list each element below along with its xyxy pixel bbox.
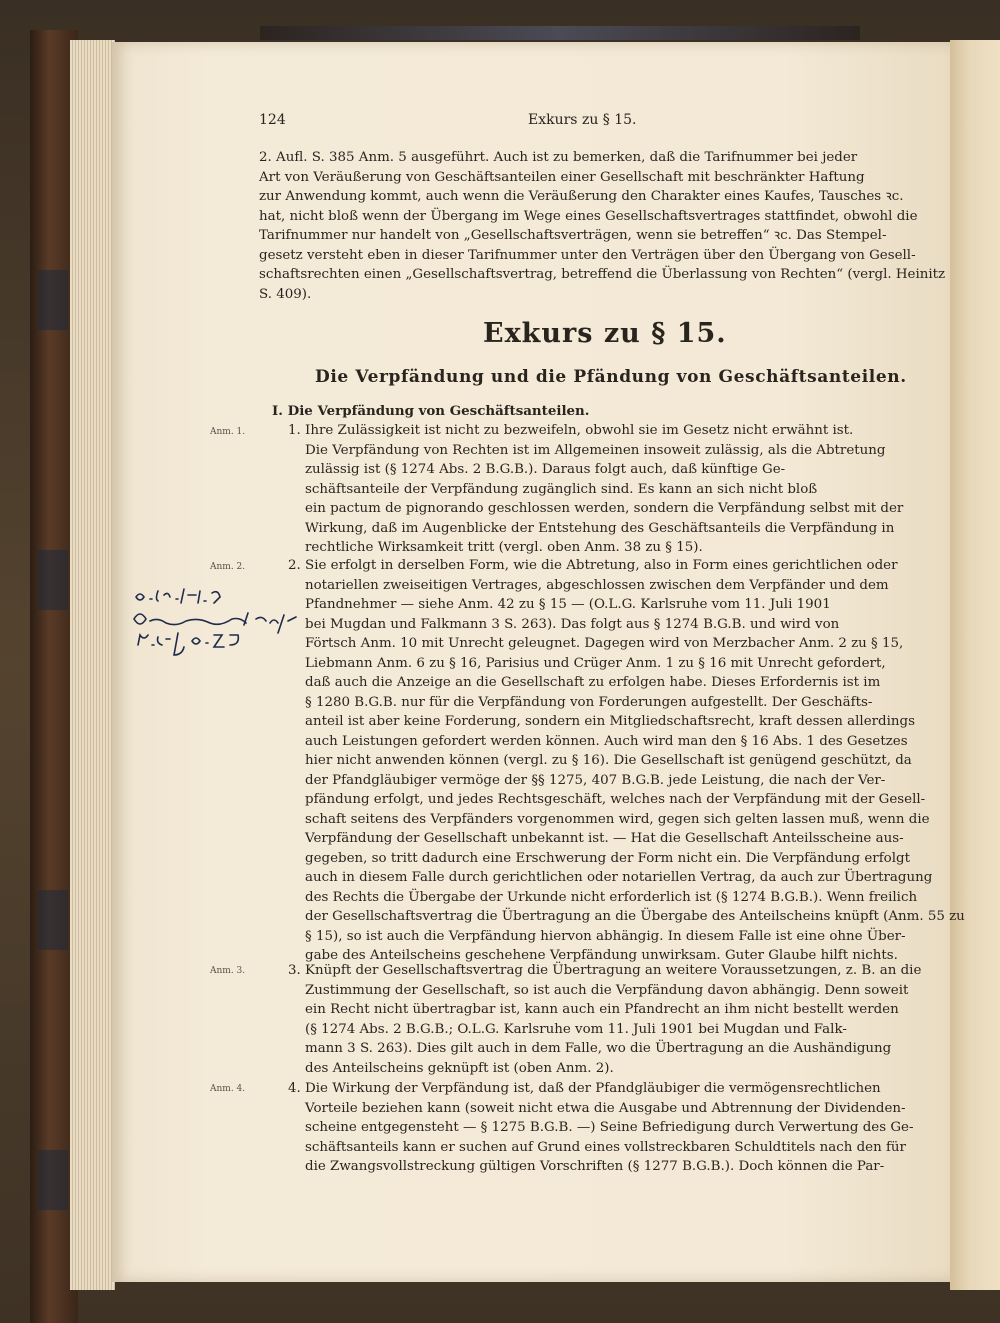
section-title: Exkurs zu § 15.	[483, 318, 727, 349]
paragraph-anm-1	[288, 421, 918, 561]
text-line: daß auch die Anzeige an die Gesellschaft zu erfolgen habe. Dieses Erfordernis ist im	[305, 675, 881, 690]
margin-note-anm-3: Anm. 3.	[210, 966, 246, 976]
text-line: Art von Veräußerung von Geschäftsanteilen einer Gesellschaft mit beschränkter Haftung	[259, 169, 865, 185]
text-line: hier nicht anwenden können (vergl. zu § 16). Die Gesellschaft ist genügend geschützt, da	[305, 753, 912, 768]
cover-marbling	[38, 1150, 68, 1210]
text-line: 2. Aufl. S. 385 Anm. 5 ausgeführt. Auch ist zu bemerken, daß die Tarifnummer bei jeder	[259, 150, 858, 165]
text-line: 2. Sie erfolgt in derselben Form, wie die Abtretung, also in Form eines gerichtlichen oder	[288, 558, 898, 573]
page-number: 124	[259, 112, 286, 128]
text-line: schaft seitens des Verpfänders vorgenommen wird, gegen sich gelten lassen muß, wenn die	[305, 811, 930, 827]
margin-note-anm-4: Anm. 4.	[210, 1084, 246, 1094]
text-line: Pfandnehmer — siehe Anm. 42 zu § 15 — (O.L.G. Karlsruhe vom 11. Juli 1901	[305, 597, 831, 612]
text-line: Die Verpfändung von Rechten ist im Allgemeinen insoweit zulässig, als die Abtretung	[305, 442, 886, 458]
text-line: rechtliche Wirksamkeit tritt (vergl. oben Anm. 38 zu § 15).	[305, 540, 703, 555]
page-stack-edges	[70, 40, 115, 1290]
heading-I: I. Die Verpfändung von Geschäftsanteilen.	[272, 403, 590, 419]
text-line: gabe des Anteilscheins geschehene Verpfändung unwirksam. Guter Glaube hilft nichts.	[305, 948, 898, 963]
text-line: zur Anwendung kommt, auch wenn die Veräußerung den Charakter eines Kaufes, Tausches ꝛc.	[259, 189, 904, 204]
text-line: der Gesellschaftsvertrag die Übertragung an die Übergabe des Anteilscheins knüpft (Anm. 55 zu	[305, 909, 965, 924]
next-page-edge	[950, 40, 1000, 1290]
text-line: die Zwangsvollstreckung gültigen Vorschriften (§ 1277 B.G.B.). Doch können die Par-	[305, 1159, 885, 1174]
text-line: zulässig ist (§ 1274 Abs. 2 B.G.B.). Daraus folgt auch, daß künftige Ge-	[305, 462, 786, 477]
cover-marbling	[38, 270, 68, 330]
text-line: des Anteilscheins geknüpft ist (oben Anm. 2).	[305, 1060, 614, 1076]
text-line: hat, nicht bloß wenn der Übergang im Wege eines Gesellschaftsvertrages stattfindet, obwohl die	[259, 208, 918, 224]
text-line: Verpfändung der Gesellschaft unbekannt ist. — Hat die Gesellschaft Anteilsscheine aus-	[305, 831, 904, 846]
text-line: schaftsrechten einen „Gesellschaftsvertrag, betreffend die Überlassung von Rechten“ (vergl. Heinitz	[259, 267, 946, 282]
text-line: schäftsanteile der Verpfändung zugänglich sind. Es kann an sich nicht bloß	[305, 481, 818, 497]
text-line: S. 409).	[259, 286, 312, 302]
margin-note-anm-2: Anm. 2.	[210, 562, 246, 572]
paragraph-anm-3	[288, 961, 922, 1081]
text-line: der Pfandgläubiger vermöge der §§ 1275, 407 B.G.B. jede Leistung, die nach der Ver-	[305, 772, 886, 788]
text-line: Vorteile beziehen kann (soweit nicht etwa die Ausgabe und Abtrennung der Dividenden-	[305, 1100, 906, 1116]
text-line: auch in diesem Falle durch gerichtlichen oder notariellen Vertrag, da auch zur Übertragung	[305, 870, 933, 885]
text-line: mann 3 S. 263). Dies gilt auch in dem Falle, wo die Übertragung an die Aushändigung	[305, 1041, 892, 1056]
cover-marbling	[38, 890, 68, 950]
text-line: Förtsch Anm. 10 mit Unrecht geleugnet. Dagegen wird von Merzbacher Anm. 2 zu § 15,	[305, 636, 904, 651]
text-line: ein Recht nicht übertragbar ist, kann auch ein Pfandrecht an ihm nicht bestellt werden	[305, 1002, 899, 1017]
text-line: des Rechts die Übergabe der Urkunde nicht erforderlich ist (§ 1274 B.G.B.). Wenn freilich	[305, 889, 918, 905]
text-line: gegeben, so tritt dadurch eine Erschwerung der Form nicht ein. Die Verpfändung erfolgt	[305, 850, 910, 866]
text-line: Tarifnummer nur handelt von „Gesellschaftsverträgen, wenn sie betreffen“ ꝛc. Das Stempel-	[259, 228, 887, 243]
text-line: auch Leistungen gefordert werden können. Auch wird man den § 16 Abs. 1 des Gesetzes	[305, 733, 908, 749]
running-head: Exkurs zu § 15.	[528, 112, 637, 128]
margin-note-anm-1: Anm. 1.	[210, 427, 246, 437]
text-line: ein pactum de pignorando geschlossen werden, sondern die Verpfändung selbst mit der	[305, 501, 904, 516]
text-line: bei Mugdan und Falkmann 3 S. 263). Das folgt aus § 1274 B.G.B. und wird von	[305, 616, 840, 632]
section-subtitle: Die Verpfändung und die Pfändung von Geschäftsanteilen.	[315, 367, 907, 387]
text-line: pfändung erfolgt, und jedes Rechtsgeschäft, welches nach der Verpfändung mit der Gesell-	[305, 792, 926, 807]
text-line: (§ 1274 Abs. 2 B.G.B.; O.L.G. Karlsruhe vom 11. Juli 1901 bei Mugdan und Falk-	[305, 1021, 847, 1037]
handwritten-annotation	[128, 585, 308, 665]
text-line: § 15), so ist auch die Verpfändung hiervon abhängig. In diesem Falle ist eine ohne Über-	[305, 928, 906, 944]
text-line: 4. Die Wirkung der Verpfändung ist, daß der Pfandgläubiger die vermögensrechtlichen	[288, 1081, 881, 1096]
text-line: notariellen zweiseitigen Vertrages, abgeschlossen zwischen dem Verpfänder und dem	[305, 577, 889, 593]
text-line: § 1280 B.G.B. nur für die Verpfändung von Forderungen aufgestellt. Der Geschäfts-	[305, 694, 873, 710]
text-line: 3. Knüpft der Gesellschaftsvertrag die Übertragung an weitere Voraussetzungen, z. B. an die	[288, 963, 922, 978]
text-line: anteil ist aber keine Forderung, sondern ein Mitgliedschaftsrecht, kraft dessen allerdings	[305, 714, 915, 729]
book-top-edge	[260, 26, 860, 40]
text-line: 1. Ihre Zulässigkeit ist nicht zu bezweifeln, obwohl sie im Gesetz nicht erwähnt ist.	[288, 423, 854, 438]
paragraph-anm-4	[288, 1079, 918, 1179]
text-line: gesetz versteht eben in dieser Tarifnummer unter den Verträgen über den Übergang von Gesell-	[259, 247, 916, 263]
text-line: Liebmann Anm. 6 zu § 16, Parisius und Crüger Anm. 1 zu § 16 mit Unrecht gefordert,	[305, 655, 886, 671]
paragraph-anm-2	[288, 556, 965, 966]
text-line: Zustimmung der Gesellschaft, so ist auch die Verpfändung davon abhängig. Denn soweit	[305, 982, 909, 998]
text-line: schäftsanteils kann er suchen auf Grund eines vollstreckbaren Schuldtitels nach den für	[305, 1139, 906, 1155]
text-line: Wirkung, daß im Augenblicke der Entstehung des Geschäftsanteils die Verpfändung in	[305, 520, 895, 536]
cover-marbling	[38, 550, 68, 610]
text-line: scheine entgegensteht — § 1275 B.G.B. —) Seine Befriedigung durch Verwertung des Ge-	[305, 1120, 914, 1135]
intro-paragraph	[259, 148, 946, 308]
